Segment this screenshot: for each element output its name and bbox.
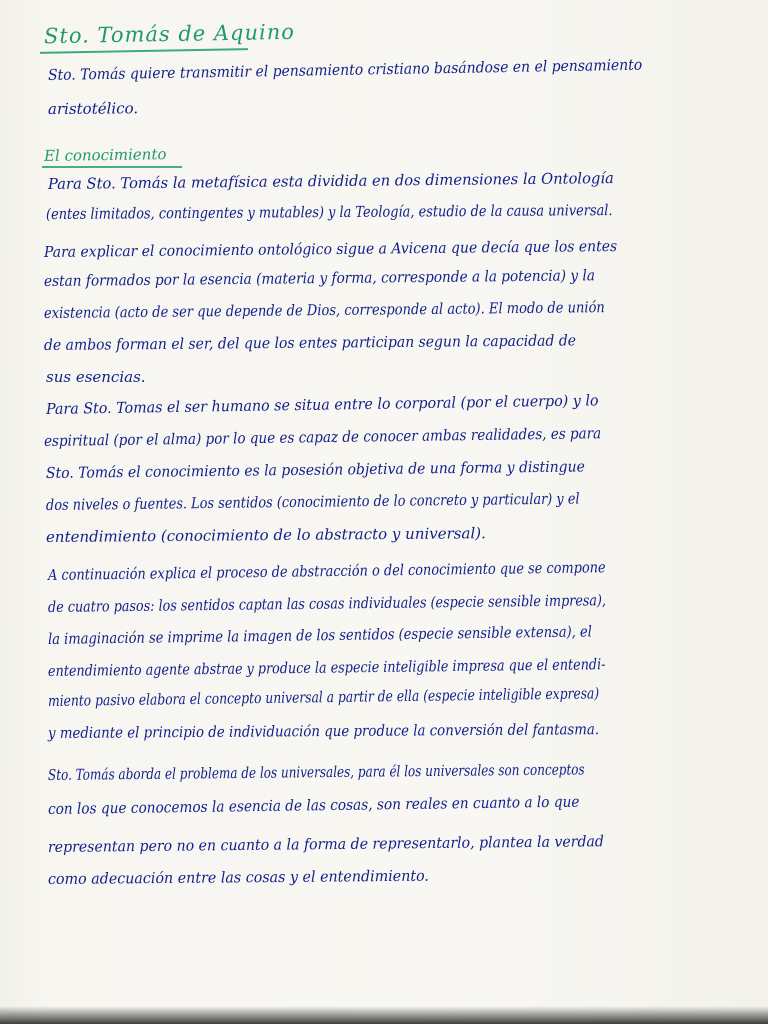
text-line: existencia (acto de ser que depende de Dios, corresponde al acto). El modo de unión <box>43 298 605 322</box>
title-underline <box>40 48 248 54</box>
text-line: dos niveles o fuentes. Los sentidos (conocimiento de lo concreto y particular) y el <box>45 489 580 514</box>
text-line: Sto. Tomás el conocimiento es la posesión objetiva de una forma y distingue <box>45 457 585 482</box>
text-line: aristotélico. <box>47 99 139 118</box>
text-line: entendimiento (conocimiento de lo abstracto y universal). <box>45 524 486 546</box>
text-line: Sto. Tomás quiere transmitir el pensamiento cristiano basándose en el pensamiento <box>47 55 643 84</box>
text-line: con los que conocemos la esencia de las cosas, son reales en cuanto a lo que <box>47 792 580 818</box>
text-line: Para Sto. Tomás la metafísica esta dividida en dos dimensiones la Ontología <box>47 169 614 193</box>
text-line: sus esencias. <box>46 368 146 386</box>
text-line: representan pero no en cuanto a la forma de representarlo, plantea la verdad <box>47 832 605 856</box>
text-line: (entes limitados, contingentes y mutables) y la Teología, estudio de la causa universal. <box>45 201 613 223</box>
text-line: Para Sto. Tomas el ser humano se situa entre lo corporal (por el cuerpo) y lo <box>45 391 599 418</box>
text-line: la imaginación se imprime la imagen de los sentidos (especie sensible extensa), el <box>47 622 592 648</box>
text-line: espiritual (por el alma) por lo que es capaz de conocer ambas realidades, es para <box>43 424 602 450</box>
page-title: Sto. Tomás de Aquino <box>43 19 296 49</box>
text-line: Sto. Tomás aborda el problema de los universales, para él los universales son conceptos <box>47 760 585 784</box>
text-line: A continuación explica el proceso de abstracción o del conocimiento que se compone <box>47 558 606 584</box>
text-line: y mediante el principio de individuación que produce la conversión del fantasma. <box>47 720 600 742</box>
text-line: estan formados por la esencia (materia y forma, corresponde a la potencia) y la <box>43 266 596 290</box>
text-line: Para explicar el conocimiento ontológico sigue a Avicena que decía que los entes <box>43 236 618 261</box>
text-line: entendimiento agente abstrae y produce la especie inteligible impresa que el entendi- <box>47 655 606 680</box>
section-heading: El conocimiento <box>43 145 167 165</box>
page-edge-shadow <box>0 1006 768 1024</box>
text-line: de cuatro pasos: los sentidos captan las cosas individuales (especie sensible impresa), <box>47 591 607 616</box>
text-line: de ambos forman el ser, del que los entes participan segun la capacidad de <box>43 331 577 354</box>
text-line: como adecuación entre las cosas y el entendimiento. <box>47 866 429 888</box>
text-line: miento pasivo elabora el concepto universal a partir de ella (especie inteligible expresa) <box>47 684 600 710</box>
heading-underline <box>42 166 182 168</box>
